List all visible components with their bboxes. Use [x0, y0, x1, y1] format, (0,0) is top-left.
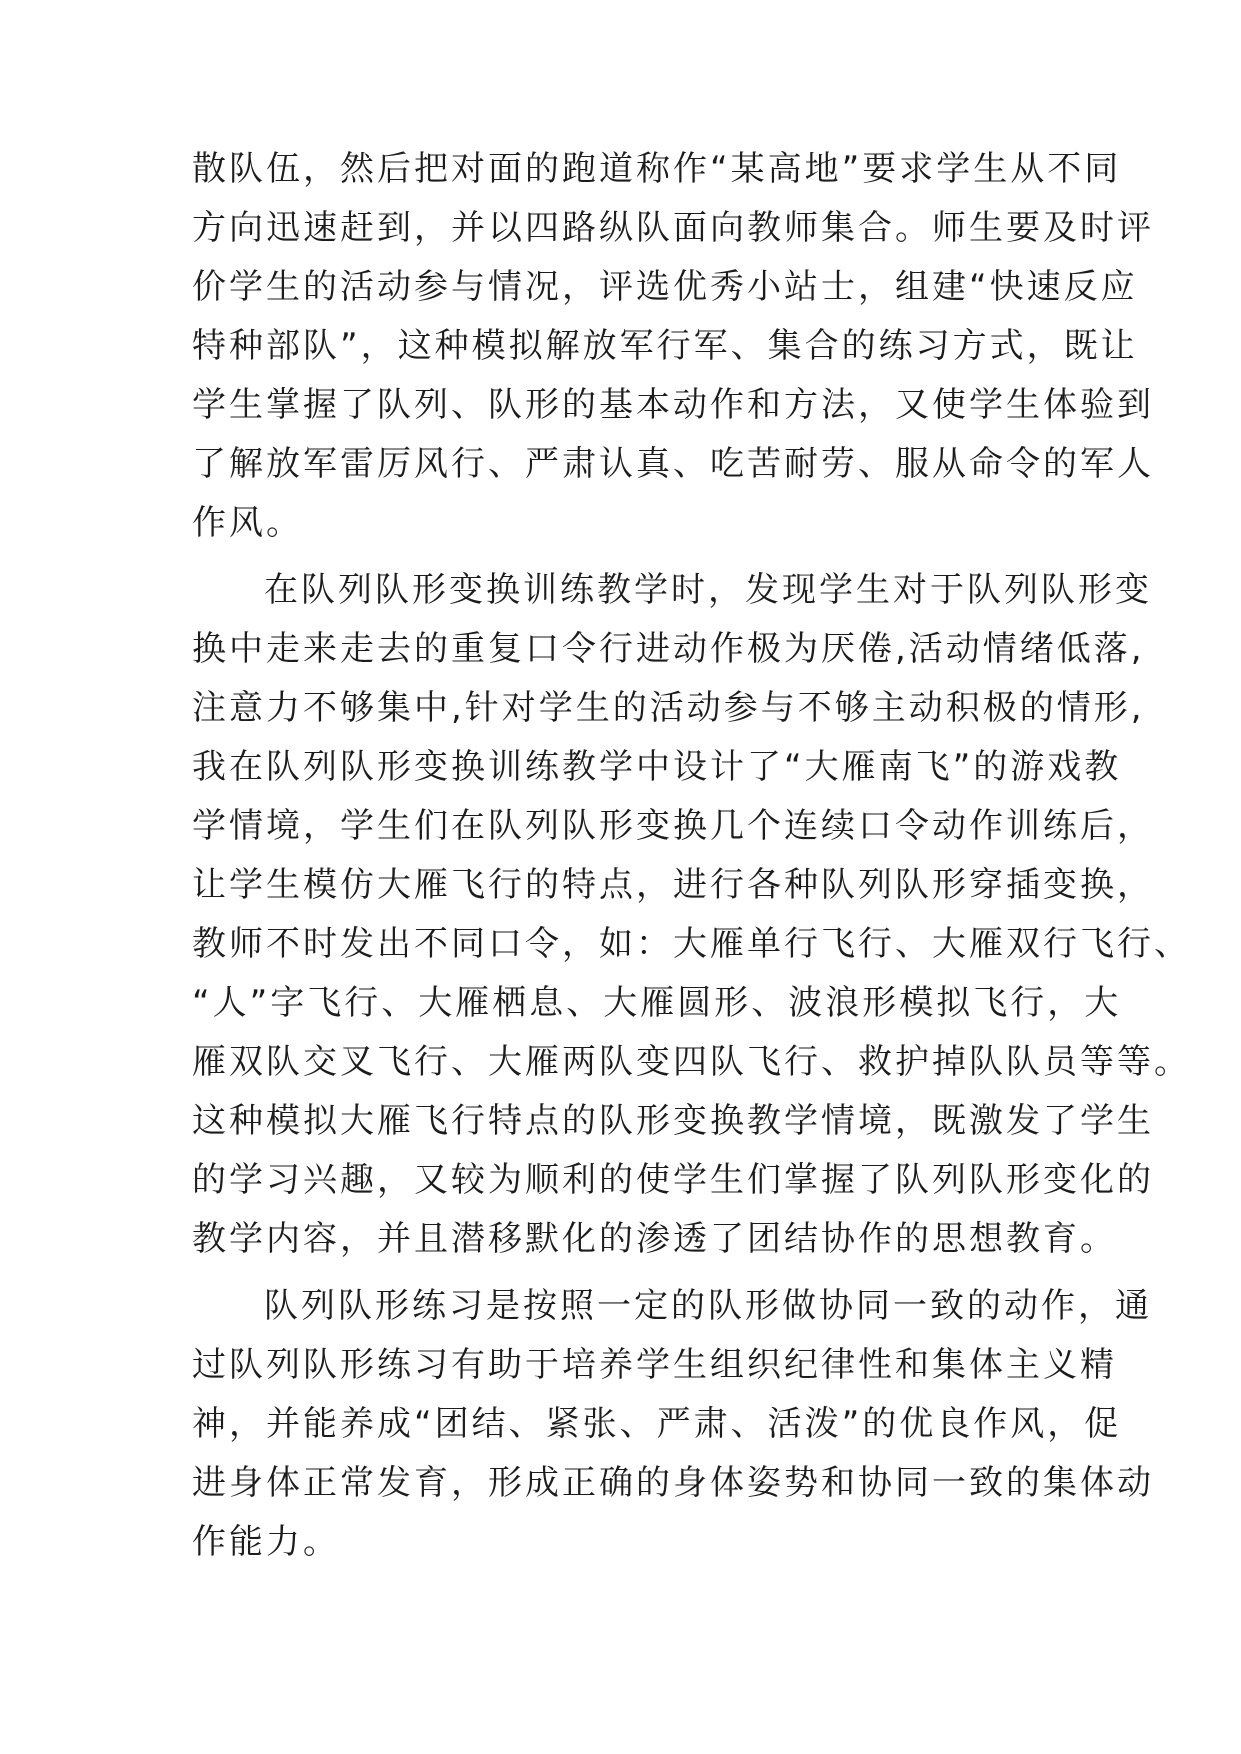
text-line: 我在队列队形变换训练教学中设计了“大雁南飞”的游戏教	[192, 747, 1122, 787]
text-line: 雁双队交叉飞行、大雁两队变四队飞行、救护掉队队员等等。	[192, 1042, 1191, 1082]
text-line: 教学内容，并且潜移默化的渗透了团结协作的思想教育。	[192, 1219, 1117, 1259]
paragraph-3	[192, 1277, 1154, 1572]
text-line: 作风。	[192, 503, 303, 543]
text-line: 进身体正常发育，形成正确的身体姿势和协同一致的集体动	[192, 1463, 1154, 1503]
text-line: 了解放军雷厉风行、严肃认真、吃苦耐劳、服从命令的军人	[192, 444, 1154, 484]
text-line: 队列队形练习是按照一定的队形做协同一致的动作，通	[264, 1286, 1152, 1326]
text-line: 教师不时发出不同口令，如：大雁单行飞行、大雁双行飞行、	[192, 924, 1191, 964]
text-line: 散队伍，然后把对面的跑道称作“某高地”要求学生从不同	[192, 149, 1122, 189]
text-line: 神，并能养成“团结、紧张、严肃、活泼”的优良作风，促	[192, 1404, 1122, 1444]
paragraph-spacer	[192, 1269, 1052, 1277]
document-body	[192, 140, 1191, 1572]
text-line: 换中走来走去的重复口令行进动作极为厌倦,活动情绪低落,	[192, 629, 1145, 669]
text-line: “人”字飞行、大雁栖息、大雁圆形、波浪形模拟飞行，大	[192, 983, 1122, 1023]
text-line: 注意力不够集中,针对学生的活动参与不够主动积极的情形,	[192, 688, 1145, 728]
paragraph-2	[192, 561, 1191, 1269]
text-line: 让学生模仿大雁飞行的特点，进行各种队列队形穿插变换，	[192, 865, 1154, 905]
text-line: 的学习兴趣，又较为顺利的使学生们掌握了队列队形变化的	[192, 1160, 1154, 1200]
text-line: 特种部队”，这种模拟解放军行军、集合的练习方式，既让	[192, 326, 1138, 366]
text-line: 在队列队形变换训练教学时，发现学生对于队列队形变	[264, 570, 1152, 610]
text-line: 方向迅速赶到，并以四路纵队面向教师集合。师生要及时评	[192, 208, 1154, 248]
text-line: 这种模拟大雁飞行特点的队形变换教学情境，既激发了学生	[192, 1101, 1154, 1141]
text-line: 过队列队形练习有助于培养学生组织纪律性和集体主义精	[192, 1345, 1117, 1385]
text-line: 作能力。	[192, 1522, 340, 1562]
paragraph-1	[192, 140, 1154, 553]
paragraph-spacer	[192, 553, 1052, 561]
text-line: 学情境，学生们在队列队形变换几个连续口令动作训练后，	[192, 806, 1154, 846]
text-line: 学生掌握了队列、队形的基本动作和方法，又使学生体验到	[192, 385, 1154, 425]
text-line: 价学生的活动参与情况，评选优秀小站士，组建“快速反应	[192, 267, 1138, 307]
